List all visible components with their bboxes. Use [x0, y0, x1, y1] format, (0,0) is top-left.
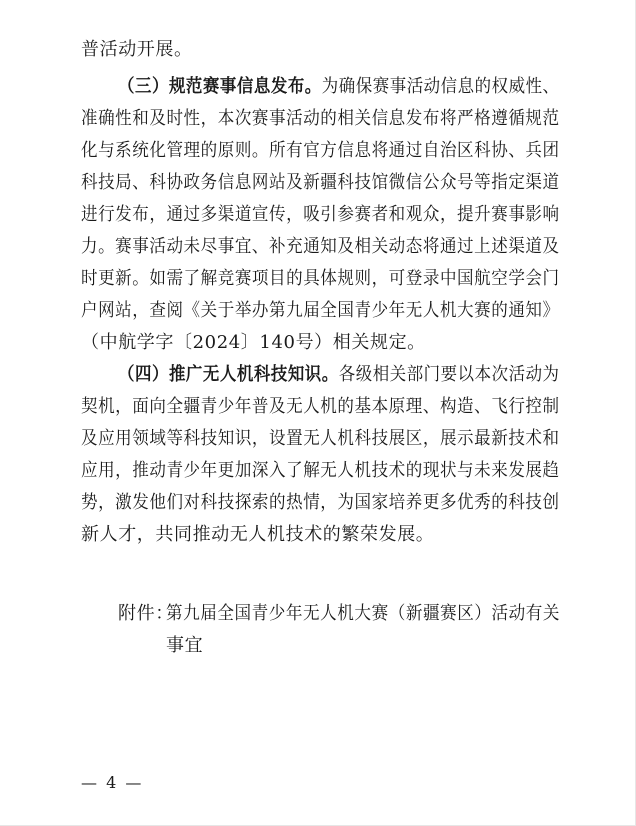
section4-first-line-text: 各级相关部门要以本次活动为 [338, 364, 560, 385]
section4-heading: （四）推广无人机科技知识。 [118, 364, 339, 385]
paragraph-line: 及应用领域等科技知识，设置无人机科技展区，展示最新技术和 [81, 428, 560, 449]
paragraph-line: 科技局、科协政务信息网站及新疆科技馆微信公众号等指定渠道 [81, 172, 560, 193]
section3-first-line [118, 77, 560, 97]
paragraph-line: 势，激发他们对科技探索的热情，为国家培养更多优秀的科技创 [81, 492, 560, 513]
paragraph-line: 普活动开展。 [81, 39, 193, 60]
paragraph-line: 户网站，查阅《关于举办第九届全国青少年无人机大赛的通知》 [81, 300, 560, 321]
attachment-title-line2: 事宜 [166, 635, 204, 656]
paragraph-line: 准确性和及时性，本次赛事活动的相关信息发布将严格遵循规范 [81, 108, 560, 129]
paragraph-line: 力。赛事活动未尽事宜、补充通知及相关动态将通过上述渠道及 [81, 236, 560, 257]
paragraph-line: 时更新。如需了解竞赛项目的具体规则，可登录中国航空学会门 [81, 268, 560, 289]
paragraph-line: 进行发布，通过多渠道宣传，吸引参赛者和观众，提升赛事影响 [81, 204, 560, 225]
section3-heading: （三）规范赛事信息发布。 [118, 76, 322, 97]
paragraph-line: 应用，推动青少年更加深入了解无人机技术的现状与未来发展趋 [81, 460, 560, 481]
attachment-label: 附件： [118, 603, 174, 624]
section4-first-line [118, 365, 560, 385]
attachment-title-line1: 第九届全国青少年无人机大赛（新疆赛区）活动有关 [166, 603, 561, 624]
section3-first-line-text: 为确保赛事活动信息的权威性、 [321, 76, 560, 97]
paragraph-line: 契机，面向全疆青少年普及无人机的基本原理、构造、飞行控制 [81, 396, 560, 417]
page-number: — 4 — [81, 773, 144, 792]
paragraph-line: 化与系统化管理的原则。所有官方信息将通过自治区科协、兵团 [81, 140, 560, 161]
paragraph-line: （中航学字〔2024〕140号）相关规定。 [81, 332, 426, 353]
paragraph-line: 新人才，共同推动无人机技术的繁荣发展。 [81, 524, 435, 545]
